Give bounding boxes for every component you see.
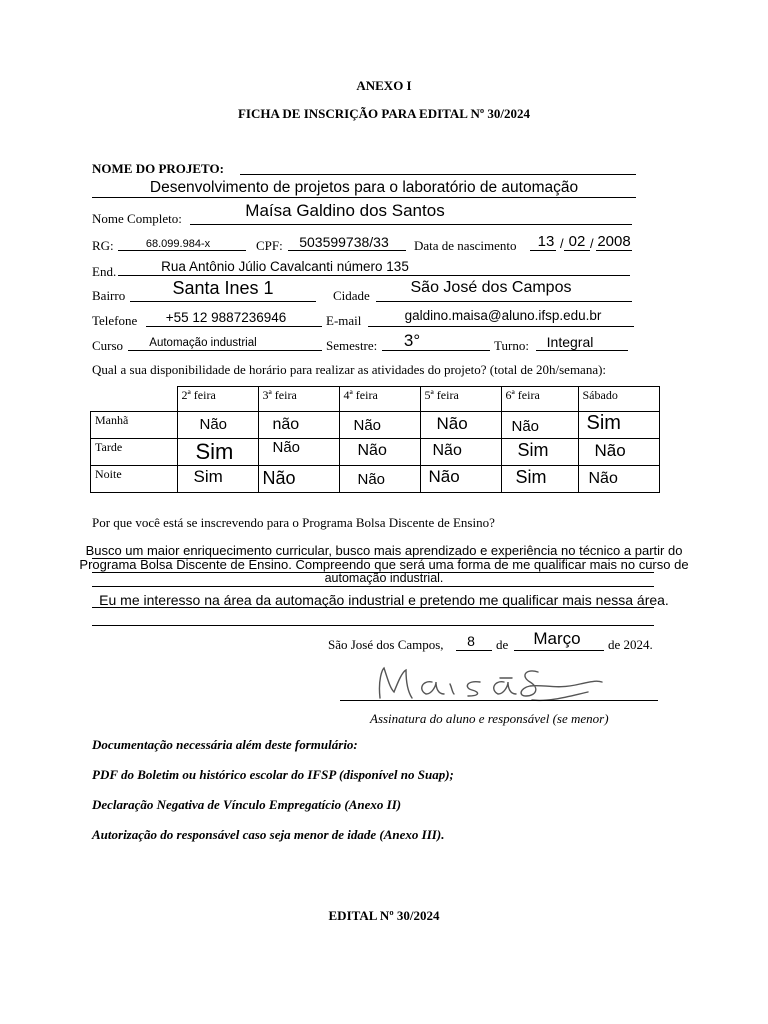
birth-day[interactable]: 13 [537, 233, 555, 250]
email-value[interactable]: galdino.maisa@aluno.ifsp.edu.br [404, 308, 602, 323]
availability-table [90, 386, 660, 493]
documents-title: Documentação necessária além deste formulário: [92, 737, 358, 752]
period-label: Tarde [91, 439, 178, 466]
day-header: 4ª feira [339, 387, 420, 412]
semester-value[interactable]: 3° [403, 331, 421, 350]
district-line [130, 301, 316, 302]
availability-cell[interactable]: Não [578, 439, 659, 466]
motivation-question: Por que você está se inscrevendo para o Programa Bolsa Discente de Ensino? [92, 515, 495, 530]
cpf-value[interactable]: 503599738/33 [299, 234, 389, 250]
day-header: 5ª feira [420, 387, 501, 412]
form-title: FICHA DE INSCRIÇÃO PARA EDITAL Nº 30/2024 [237, 106, 530, 121]
table-row [91, 412, 660, 439]
motivation-rule-3 [92, 586, 654, 587]
availability-cell[interactable]: Não [420, 466, 501, 493]
motivation-line-1[interactable]: Busco um maior enriquecimento curricular, busco mais aprendizado e experiência no técnico a partir do [85, 543, 683, 558]
birth-sep-1: / [560, 236, 564, 251]
availability-cell[interactable]: Sim [578, 412, 659, 439]
availability-cell[interactable]: Sim [501, 439, 578, 466]
project-line-2 [92, 197, 636, 198]
availability-cell[interactable]: não [258, 412, 339, 439]
date-place: São José dos Campos, [328, 637, 444, 652]
availability-cell[interactable]: Não [420, 412, 501, 439]
date-month-line [514, 650, 604, 651]
date-month[interactable]: Março [533, 629, 581, 648]
city-label: Cidade [333, 288, 370, 303]
availability-cell[interactable]: Sim [177, 466, 258, 493]
availability-cell[interactable]: Não [258, 466, 339, 493]
phone-value[interactable]: +55 12 9887236946 [165, 310, 287, 325]
availability-cell[interactable]: Não [339, 439, 420, 466]
email-label: E-mail [326, 313, 362, 328]
day-header: 3ª feira [258, 387, 339, 412]
birth-month[interactable]: 02 [568, 233, 586, 250]
motivation-line-2[interactable]: Programa Bolsa Discente de Ensino. Compreendo que será uma forma de me qualificar mais no curso de [79, 557, 689, 572]
motivation-line-4[interactable]: Eu me interesso na área da automação industrial e pretendo me qualificar mais nessa área. [99, 592, 669, 608]
date-day[interactable]: 8 [467, 633, 475, 649]
rg-value[interactable]: 68.099.984-x [145, 238, 211, 250]
motivation-rule-5 [92, 625, 654, 626]
availability-cell[interactable]: Não [258, 439, 339, 466]
availability-cell[interactable]: Não [501, 412, 578, 439]
documents-item: Declaração Negativa de Vínculo Empregatício (Anexo II) [92, 797, 402, 812]
city-value[interactable]: São José dos Campos [410, 279, 572, 296]
day-header: 6ª feira [501, 387, 578, 412]
name-line [190, 224, 632, 225]
birth-year[interactable]: 2008 [597, 233, 631, 250]
table-header-row [91, 387, 660, 412]
availability-cell[interactable]: Não [578, 466, 659, 493]
district-label: Bairro [92, 288, 126, 303]
table-row [91, 439, 660, 466]
footer-edital: EDITAL Nº 30/2024 [328, 908, 440, 923]
table-corner [91, 387, 178, 412]
period-label: Manhã [91, 412, 178, 439]
cpf-label: CPF: [256, 238, 283, 253]
shift-value[interactable]: Integral [546, 334, 594, 350]
semester-label: Semestre: [326, 338, 378, 353]
birth-year-line [596, 250, 632, 251]
address-value[interactable]: Rua Antônio Júlio Cavalcanti número 135 [161, 259, 409, 274]
shift-line [536, 350, 628, 351]
availability-cell[interactable]: Não [177, 412, 258, 439]
availability-cell[interactable]: Sim [501, 466, 578, 493]
availability-question: Qual a sua disponibilidade de horário para realizar as atividades do projeto? (total de 20h/semana): [92, 362, 607, 377]
documents-item: PDF do Boletim ou histórico escolar do IFSP (disponível no Suap); [92, 767, 454, 782]
date-de-1: de [496, 637, 509, 652]
district-value[interactable]: Santa Ines 1 [172, 278, 274, 298]
cpf-line [288, 250, 406, 251]
project-value[interactable]: Desenvolvimento de projetos para o laboratório de automação [149, 179, 579, 196]
course-label: Curso [92, 338, 124, 353]
day-header: 2ª feira [177, 387, 258, 412]
availability-cell[interactable]: Sim [177, 439, 258, 466]
phone-label: Telefone [92, 313, 138, 328]
phone-line [146, 326, 322, 327]
signature-line [340, 700, 658, 701]
name-label: Nome Completo: [92, 211, 182, 226]
course-line [128, 350, 322, 351]
availability-cell[interactable]: Não [339, 412, 420, 439]
address-line [118, 275, 630, 276]
annex-title: ANEXO I [356, 78, 412, 93]
rg-label: RG: [92, 238, 114, 253]
date-de-2: de 2024. [608, 637, 653, 652]
documents-item: Autorização do responsável caso seja menor de idade (Anexo III). [92, 827, 445, 842]
birth-sep-2: / [590, 236, 594, 251]
period-label: Noite [91, 466, 178, 493]
project-label: NOME DO PROJETO: [92, 161, 224, 176]
name-value[interactable]: Maísa Galdino dos Santos [245, 201, 445, 220]
motivation-rule-4 [92, 607, 654, 608]
project-line-1 [240, 174, 636, 175]
birth-month-line [564, 250, 590, 251]
availability-cell[interactable]: Não [420, 439, 501, 466]
course-value[interactable]: Automação industrial [149, 337, 257, 349]
rg-line [118, 250, 246, 251]
availability-cell[interactable]: Não [339, 466, 420, 493]
shift-label: Turno: [494, 338, 529, 353]
day-header: Sábado [578, 387, 659, 412]
motivation-line-3[interactable]: automação industrial. [324, 571, 444, 585]
signature-caption: Assinatura do aluno e responsável (se menor) [370, 711, 609, 726]
address-label: End. [92, 264, 117, 279]
email-line [368, 326, 634, 327]
city-line [376, 301, 632, 302]
birth-label: Data de nascimento [414, 238, 517, 253]
table-row [91, 466, 660, 493]
birth-day-line [530, 250, 556, 251]
date-day-line [456, 650, 492, 651]
